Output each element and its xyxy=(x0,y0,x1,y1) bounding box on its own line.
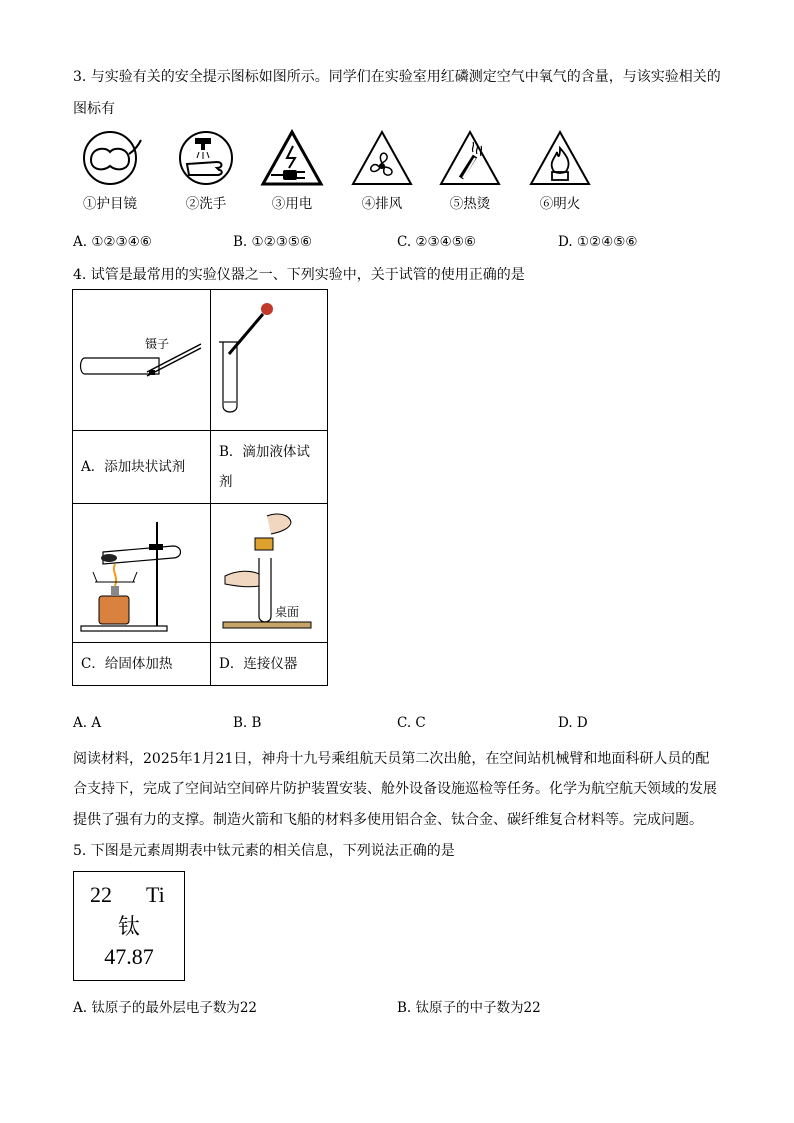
safety-icon-4 xyxy=(348,128,416,212)
q4-option-d[interactable]: D. D xyxy=(558,715,588,731)
reading-line1: 阅读材料，2025年1月21日，神舟十九号乘组航天员第二次出舱，在空间站机械臂和地面科研人员的配 xyxy=(73,751,710,767)
periodic-table-cell xyxy=(73,871,185,981)
cell-c-text[interactable] xyxy=(73,643,211,686)
reading-line2: 合支持下，完成了空间站空间碎片防护装置安装、舱外设备设施巡检等任务。化学为航空航天领域的发展 xyxy=(73,781,717,797)
q3-stem-line1: 3. 与实验有关的安全提示图标如图所示。同学们在实验室用红磷测定空气中氧气的含量，与该实验相关的 xyxy=(73,69,721,85)
goggles-icon xyxy=(77,128,143,188)
q5-option-b[interactable]: B. 钛原子的中子数为22 xyxy=(397,1000,541,1016)
cell-b-figure xyxy=(211,290,328,431)
q4-option-b[interactable]: B. B xyxy=(233,715,262,731)
icon-label-2: ②洗手 xyxy=(185,196,227,212)
option-a-label: A．添加块状试剂 xyxy=(81,459,186,475)
cell-d-text[interactable] xyxy=(211,643,328,686)
q4-option-c[interactable]: C. C xyxy=(397,715,426,731)
cell-d-figure xyxy=(211,504,328,643)
q4-option-a[interactable]: A. A xyxy=(73,715,102,731)
tweezers-label: 镊子 xyxy=(145,337,170,351)
safety-icon-2 xyxy=(172,128,240,212)
q5-stem: 5. 下图是元素周期表中钛元素的相关信息，下列说法正确的是 xyxy=(73,843,455,859)
q4-options-table xyxy=(72,289,328,686)
safety-icon-3 xyxy=(258,128,326,212)
element-symbol: Ti xyxy=(146,882,165,907)
q4-stem: 4. 试管是最常用的实验仪器之一、下列实验中，关于试管的使用正确的是 xyxy=(73,267,525,283)
option-b-label-line2: 剂 xyxy=(219,474,233,490)
element-name: 钛 xyxy=(117,915,140,940)
reading-line3: 提供了强有力的支撑。制造火箭和飞船的材料多使用铝合金、钛合金、碳纤维复合材料等。完成问题。 xyxy=(73,812,703,828)
q3-option-c[interactable]: C. ②③④⑤⑥ xyxy=(397,234,476,250)
dropper-test-tube-figure xyxy=(211,290,327,426)
q3-option-a[interactable]: A. ①②③④⑥ xyxy=(73,234,152,250)
handwash-icon xyxy=(173,128,239,188)
icon-label-3: ③用电 xyxy=(271,196,313,212)
q3-option-d[interactable]: D. ①②④⑤⑥ xyxy=(558,234,638,250)
tweezers-test-tube-figure xyxy=(73,290,210,426)
safety-icon-6 xyxy=(526,128,594,212)
q3-stem-line2: 图标有 xyxy=(73,101,115,117)
atomic-number: 22 xyxy=(90,882,112,907)
heating-setup-figure xyxy=(73,504,210,638)
icon-label-5: ⑤热烫 xyxy=(449,196,491,212)
connecting-apparatus-figure xyxy=(211,504,327,638)
safety-icon-1 xyxy=(76,128,144,212)
safety-icon-5 xyxy=(436,128,504,212)
atomic-mass: 47.87 xyxy=(104,944,154,969)
electricity-icon xyxy=(259,128,325,188)
option-d-label: D．连接仪器 xyxy=(219,656,298,672)
cell-a-text[interactable] xyxy=(73,431,211,504)
option-c-label: C．给固体加热 xyxy=(81,656,173,672)
icon-label-1: ①护目镜 xyxy=(83,196,137,212)
hot-surface-icon xyxy=(437,128,503,188)
cell-c-figure xyxy=(73,504,211,643)
cell-b-text[interactable] xyxy=(211,431,328,504)
safety-icons-figure xyxy=(76,128,596,214)
icon-label-4: ④排风 xyxy=(361,196,403,212)
cell-a-figure xyxy=(73,290,211,431)
q3-option-b[interactable]: B. ①②③⑤⑥ xyxy=(233,234,313,250)
icon-label-6: ⑥明火 xyxy=(539,196,581,212)
q5-option-a[interactable]: A. 钛原子的最外层电子数为22 xyxy=(73,1000,258,1016)
open-flame-icon xyxy=(527,128,593,188)
option-b-label-line1: B．滴加液体试 xyxy=(219,444,310,460)
desk-label: 桌面 xyxy=(275,605,300,619)
ventilation-icon xyxy=(349,128,415,188)
